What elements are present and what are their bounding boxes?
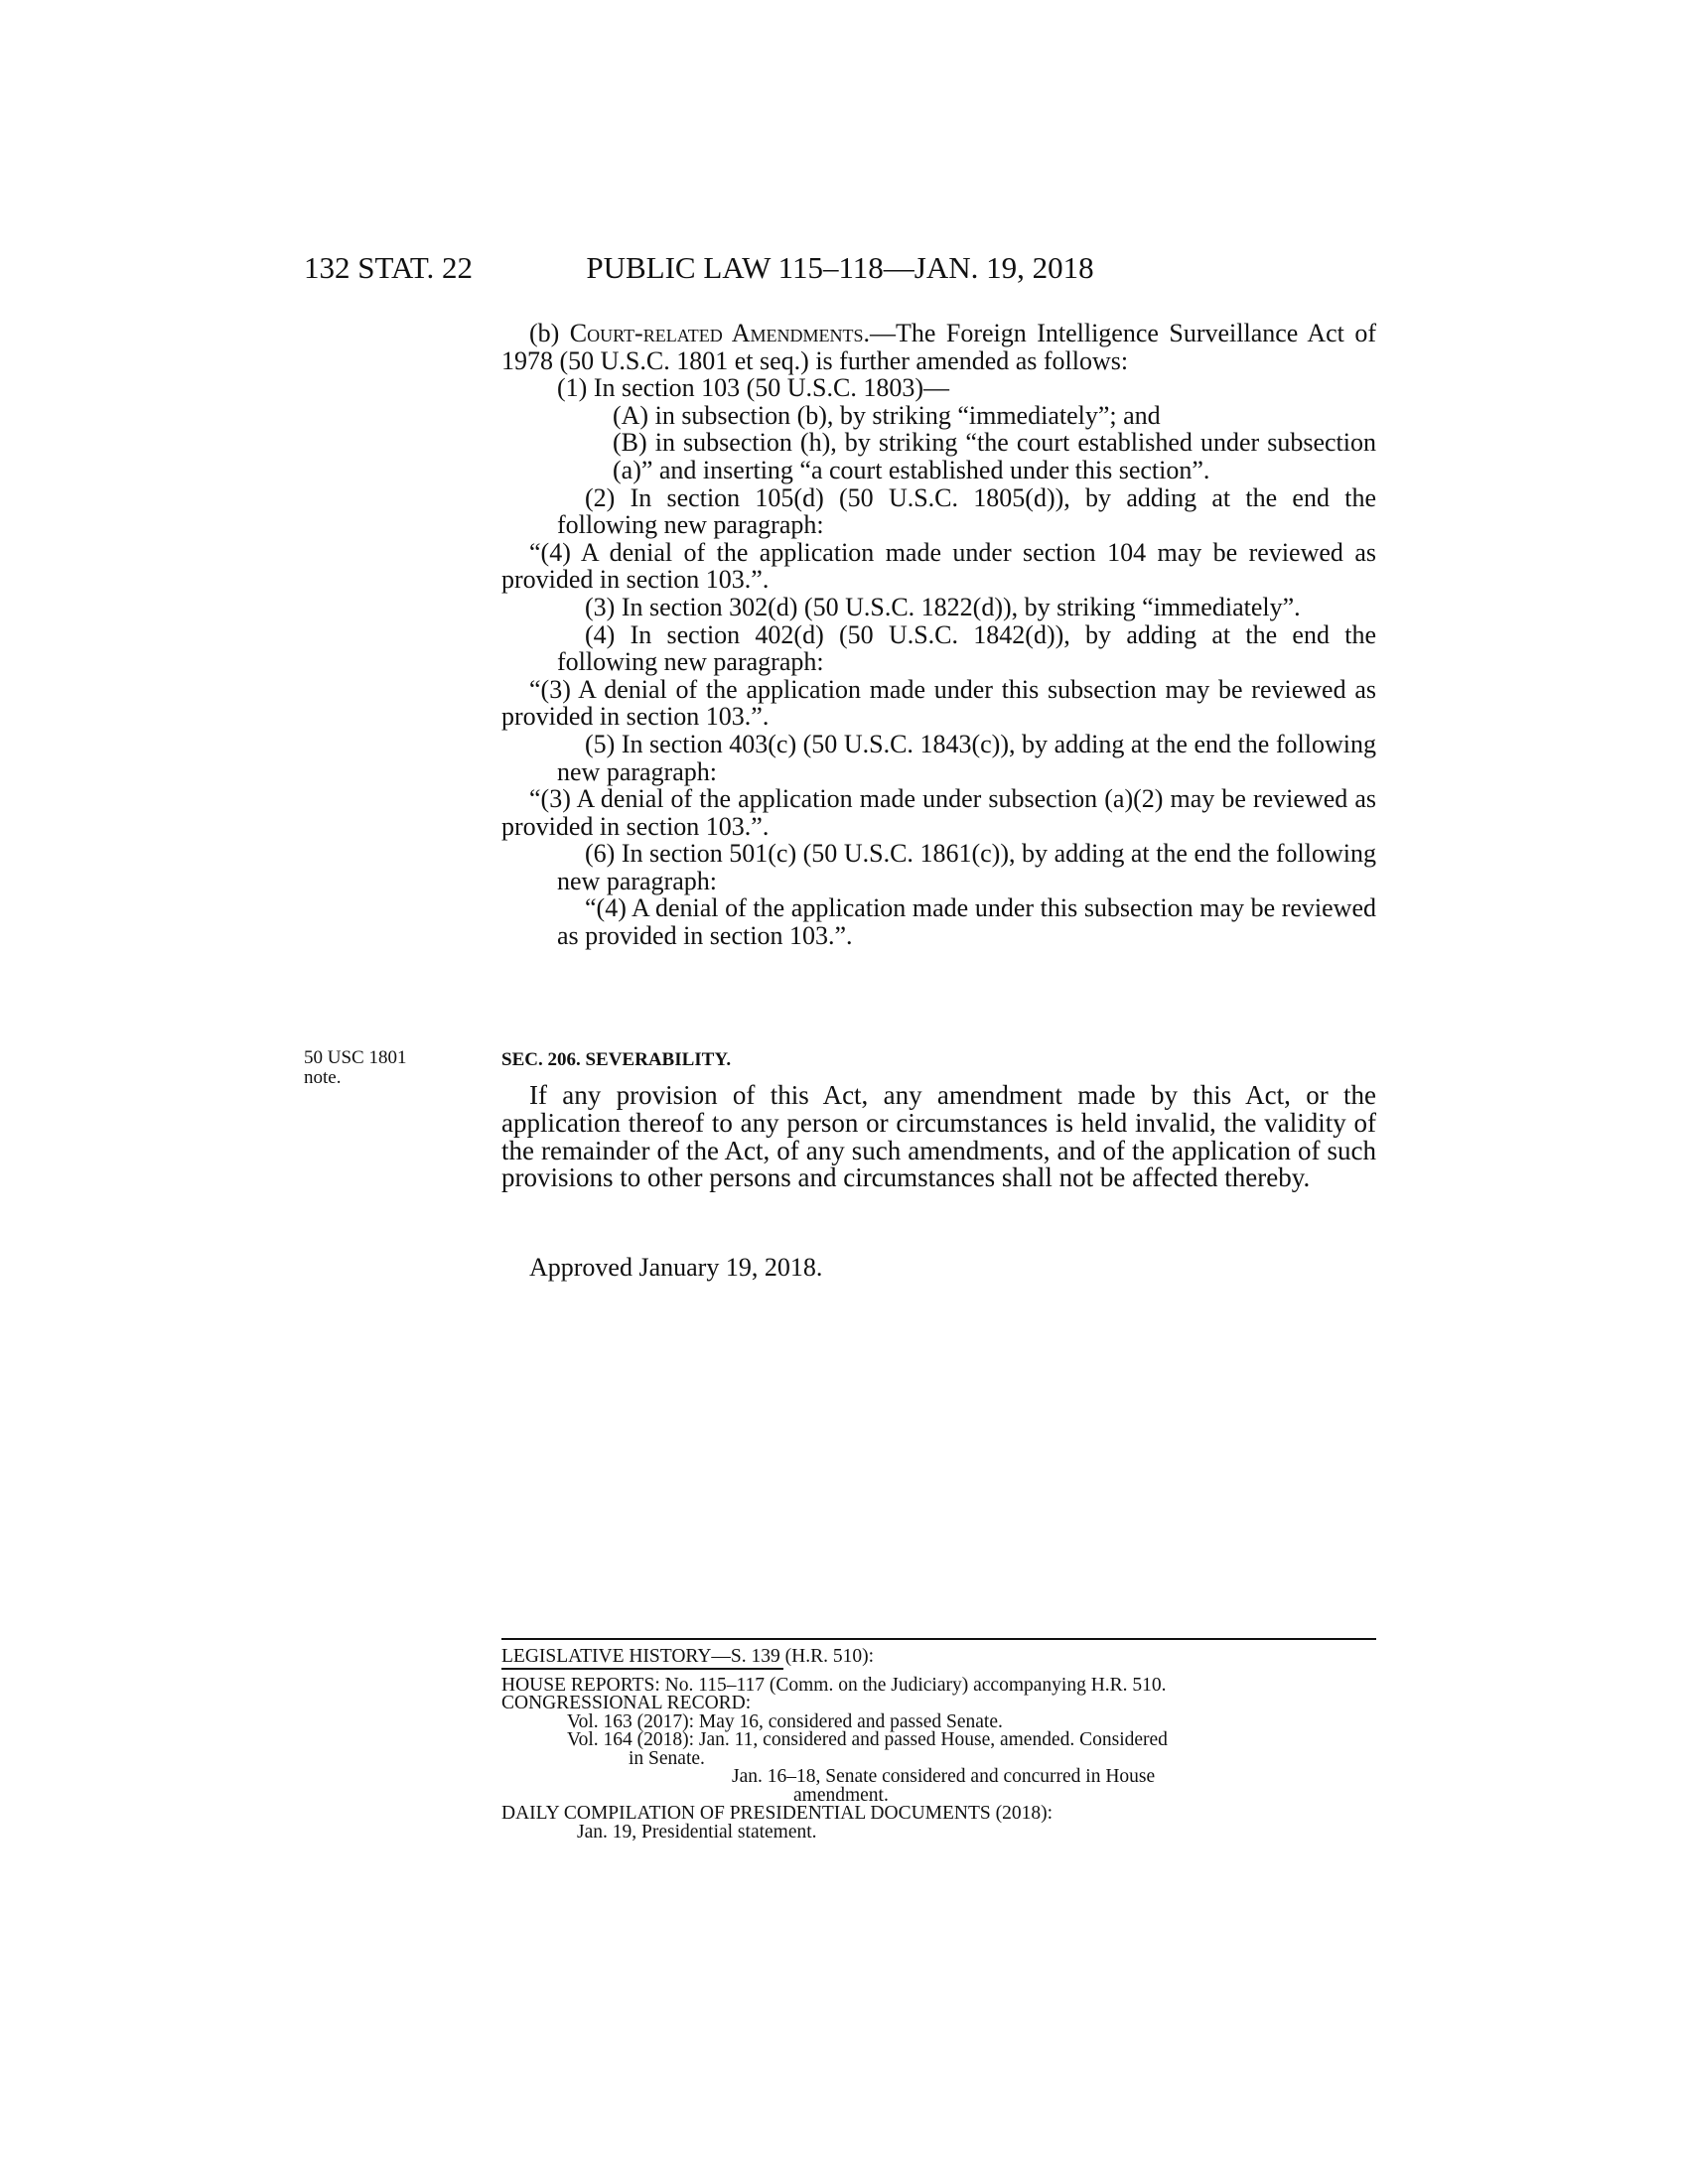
paragraph-b-label: (b) [529, 319, 570, 347]
page-title: PUBLIC LAW 115–118—JAN. 19, 2018 [586, 250, 1094, 285]
legislative-history-title [501, 1648, 874, 1667]
congressional-record: CONGRESSIONAL RECORD: [501, 1693, 752, 1713]
paragraph-b [501, 320, 1376, 374]
paragraph-6: (6) In section 501(c) (50 U.S.C. 1861(c)), by adding at the end the following new paragraph: [557, 839, 1376, 895]
paragraph-6-quote: “(4) A denial of the application made under this subsection may be reviewed as provided in section 103.”. [557, 893, 1376, 951]
section-heading: SEC. 206. SEVERABILITY. [501, 1049, 732, 1070]
margin-note [304, 1048, 483, 1088]
title-underline [501, 1668, 783, 1670]
house-reports: HOUSE REPORTS: No. 115–117 (Comm. on the Judiciary) accompanying H.R. 510. [501, 1674, 1167, 1696]
footnote-rule [501, 1638, 1376, 1640]
severability-text: If any provision of this Act, any amendment made by this Act, or the application thereof to any person or circumstances is held invalid, the validity of the remainder of the Act, of any such amendments, and of the application of such provisions to other persons and circumstances shall not be affected thereby. [501, 1080, 1376, 1193]
paragraph-1b [501, 429, 1376, 483]
record-vol-164-cont: in Senate. [629, 1747, 705, 1769]
amendments-body [501, 320, 1376, 950]
daily-compilation: DAILY COMPILATION OF PRESIDENTIAL DOCUMENTS (2018): [501, 1803, 1054, 1824]
approved-date: Approved January 19, 2018. [529, 1253, 823, 1282]
legislative-history-title-text: LEGISLATIVE HISTORY—S. 139 (H.R. 510): [501, 1646, 875, 1667]
paragraph-4: (4) In section 402(d) (50 U.S.C. 1842(d)), by adding at the end the following new paragraph: [557, 619, 1376, 677]
paragraph-1a: (A) in subsection (b), by striking “immediately”; and [613, 400, 1161, 430]
paragraph-5: (5) In section 403(c) (50 U.S.C. 1843(c)), by adding at the end the following new paragraph: [557, 729, 1376, 786]
paragraph-b-text: .—The Foreign Intelligence Surveillance Act of 1978 (50 U.S.C. 1801 et seq.) is further amended as follows: [501, 319, 1376, 375]
paragraph-2: (2) In section 105(d) (50 U.S.C. 1805(d)), by adding at the end the following new paragraph: [557, 482, 1376, 540]
record-vol-164-jan16: Jan. 16–18, Senate considered and concurred in House [732, 1766, 1156, 1787]
record-vol-164-jan16-cont: amendment. [793, 1784, 889, 1806]
paragraph-5-quote: “(3) A denial of the application made under subsection (a)(2) may be reviewed as provided in section 103.”. [501, 784, 1376, 841]
record-vol-164: Vol. 164 (2018): Jan. 11, considered and passed House, amended. Considered [567, 1729, 1168, 1750]
stat-page-number: 132 STAT. 22 [304, 250, 474, 285]
paragraph-3: (3) In section 302(d) (50 U.S.C. 1822(d)), by striking “immediately”. [585, 592, 1301, 621]
paragraph-1: (1) In section 103 (50 U.S.C. 1803)— [557, 373, 950, 403]
margin-note-line-1: 50 USC 1801 [304, 1047, 407, 1068]
record-vol-163: Vol. 163 (2017): May 16, considered and passed Senate. [567, 1710, 1003, 1732]
paragraph-4-quote: “(3) A denial of the application made under this subsection may be reviewed as provided in section 103.”. [501, 674, 1376, 732]
paragraph-b-heading: Court-related Amendments [569, 319, 864, 347]
daily-compilation-entry: Jan. 19, Presidential statement. [577, 1821, 817, 1843]
margin-note-line-2: note. [304, 1067, 342, 1088]
page-header [304, 250, 1376, 290]
paragraph-2-quote: “(4) A denial of the application made under section 104 may be reviewed as provided in section 103.”. [501, 537, 1376, 595]
paragraph-1b-text: (B) in subsection (h), by striking “the court established under subsection (a)” and inserting “a court established under this section”. [613, 428, 1376, 484]
legislative-history [501, 1648, 1376, 1842]
